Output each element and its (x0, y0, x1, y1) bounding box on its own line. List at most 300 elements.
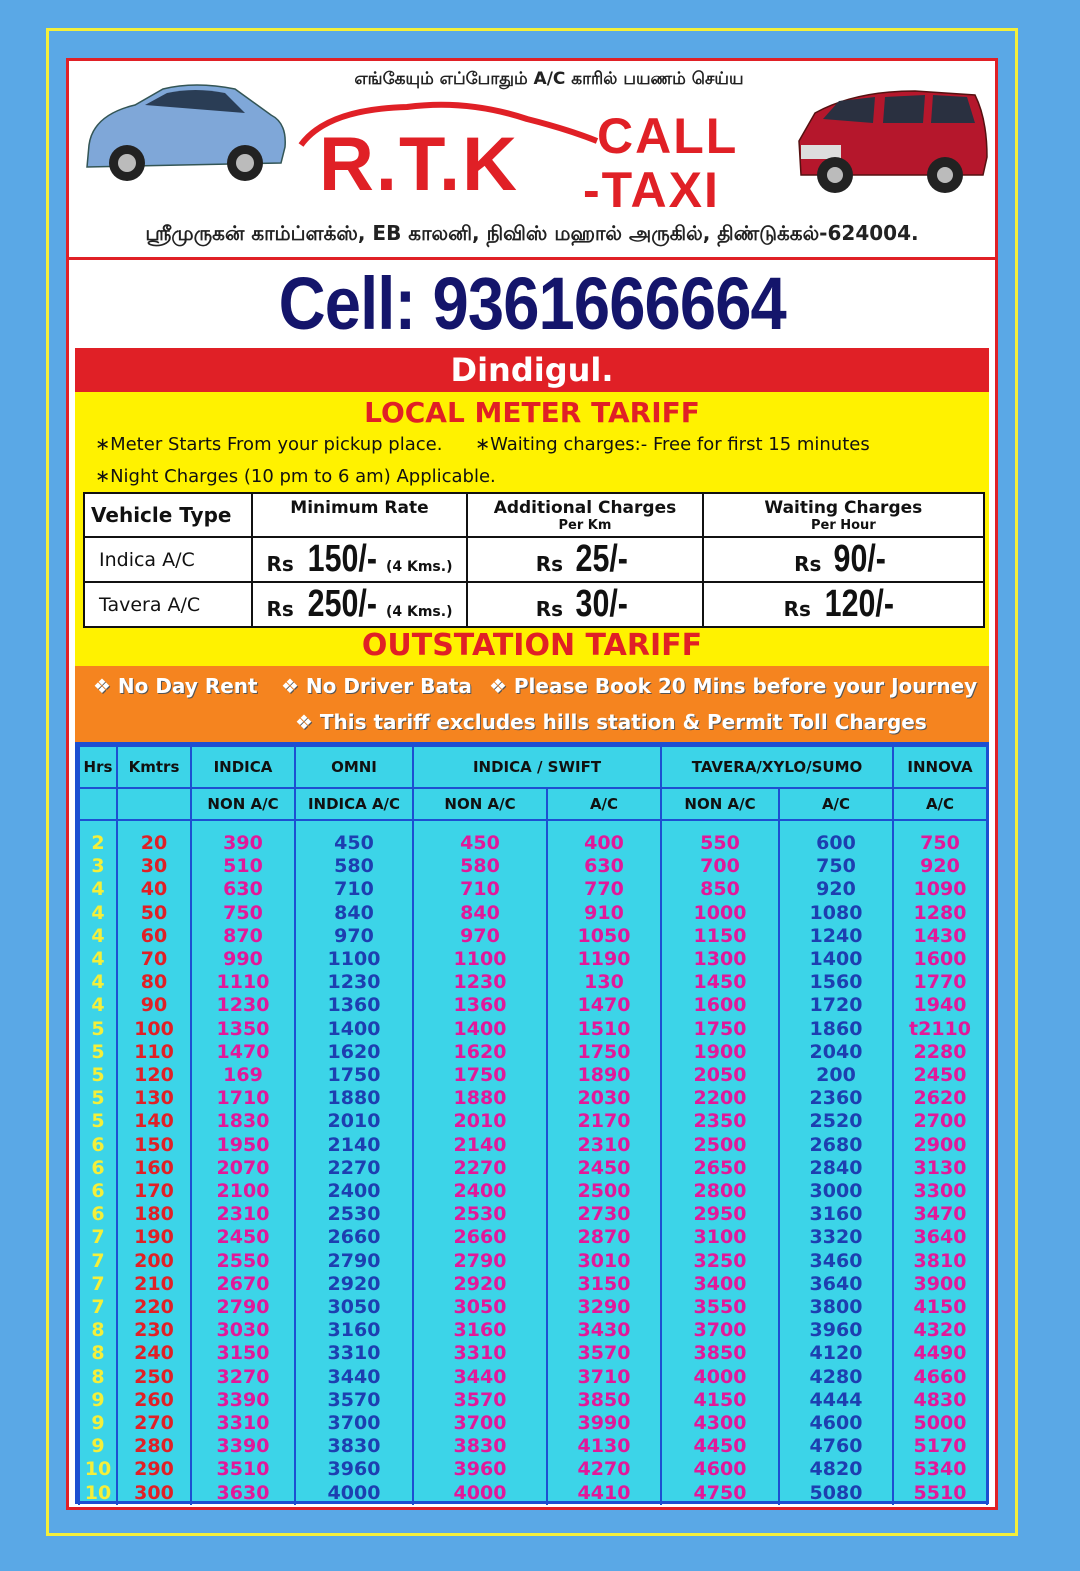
outstation-note: ❖ No Day Rent (93, 674, 258, 698)
omni-cell: 1400 (295, 1018, 413, 1041)
swift-ac-cell: 2170 (547, 1110, 661, 1133)
kms-cell: 220 (117, 1296, 191, 1319)
kms-cell: 90 (117, 994, 191, 1017)
hours-cell: 5 (79, 1110, 117, 1133)
tavera-nonac-cell: 2650 (661, 1157, 779, 1180)
omni-cell: 3050 (295, 1296, 413, 1319)
kms-cell: 20 (117, 832, 191, 855)
indica-nonac-cell: 390 (191, 832, 295, 855)
table-row (79, 832, 987, 855)
indica-nonac-cell: 2450 (191, 1226, 295, 1249)
hours-cell: 6 (79, 1203, 117, 1226)
swift-nonac-cell: 2920 (413, 1273, 547, 1296)
hours-cell: 4 (79, 994, 117, 1017)
innova-ac-cell: 5340 (893, 1458, 987, 1481)
swift-nonac-cell: 450 (413, 832, 547, 855)
tavera-nonac-cell: 4750 (661, 1482, 779, 1505)
omni-cell: 3960 (295, 1458, 413, 1481)
swift-nonac-cell: 1400 (413, 1018, 547, 1041)
table-row (79, 1250, 987, 1273)
tavera-ac-cell: 2520 (779, 1110, 893, 1133)
indica-nonac-cell: 1110 (191, 971, 295, 994)
tavera-nonac-cell: 550 (661, 832, 779, 855)
innova-ac-cell: 4490 (893, 1342, 987, 1365)
innova-ac-cell: 5000 (893, 1412, 987, 1435)
outstation-note: ❖ No Driver Bata (281, 674, 472, 698)
innova-ac-cell: 4830 (893, 1389, 987, 1412)
swift-nonac-cell: 840 (413, 902, 547, 925)
swift-ac-cell: 2730 (547, 1203, 661, 1226)
tavera-nonac-cell: 1000 (661, 902, 779, 925)
tavera-ac-cell: 1860 (779, 1018, 893, 1041)
indica-nonac-cell: 1950 (191, 1134, 295, 1157)
hours-cell: 8 (79, 1366, 117, 1389)
phone-number[interactable]: Cell: 9361666664 (278, 262, 786, 345)
tavera-nonac-cell: 3100 (661, 1226, 779, 1249)
kms-cell: 240 (117, 1342, 191, 1365)
header-kmtrs: Kmtrs (117, 746, 191, 788)
omni-cell: 1750 (295, 1064, 413, 1087)
hours-cell: 9 (79, 1389, 117, 1412)
swift-nonac-cell: 2010 (413, 1110, 547, 1133)
omni-cell: 2790 (295, 1250, 413, 1273)
indica-nonac-cell: 3510 (191, 1458, 295, 1481)
outstation-table-body (79, 820, 987, 1505)
swift-ac-cell: 3990 (547, 1412, 661, 1435)
omni-cell: 1100 (295, 948, 413, 971)
swift-ac-cell: 3430 (547, 1319, 661, 1342)
innova-ac-cell: 3900 (893, 1273, 987, 1296)
table-row (79, 855, 987, 878)
indica-nonac-cell: 630 (191, 878, 295, 901)
innova-ac-cell: 2280 (893, 1041, 987, 1064)
tavera-ac-cell: 4444 (779, 1389, 893, 1412)
header-empty (79, 788, 117, 820)
swift-nonac-cell: 2400 (413, 1180, 547, 1203)
swift-nonac-cell: 2140 (413, 1134, 547, 1157)
table-row (79, 1134, 987, 1157)
tavera-ac-cell: 3000 (779, 1180, 893, 1203)
swift-nonac-cell: 970 (413, 925, 547, 948)
swift-nonac-cell: 3830 (413, 1435, 547, 1458)
omni-cell: 3310 (295, 1342, 413, 1365)
omni-cell: 2530 (295, 1203, 413, 1226)
swift-nonac-cell: 1230 (413, 971, 547, 994)
omni-cell: 4000 (295, 1482, 413, 1505)
swift-nonac-cell: 3050 (413, 1296, 547, 1319)
indica-nonac-cell: 2070 (191, 1157, 295, 1180)
swift-nonac-cell: 2660 (413, 1226, 547, 1249)
swift-ac-cell: 1050 (547, 925, 661, 948)
omni-cell: 2270 (295, 1157, 413, 1180)
outstation-tariff-table (78, 745, 988, 1505)
kms-cell: 160 (117, 1157, 191, 1180)
address: ஸ்ரீமுருகன் காம்ப்ளக்ஸ், EB காலனி, நிவிஸ் மஹால் அருகில், திண்டுக்கல்-624004. (145, 221, 919, 245)
hours-cell: 4 (79, 925, 117, 948)
header-tavera-ac: A/C (779, 788, 893, 820)
indica-nonac-cell: 510 (191, 855, 295, 878)
tavera-nonac-cell: 3700 (661, 1319, 779, 1342)
tavera-nonac-cell: 1450 (661, 971, 779, 994)
innova-ac-cell: 1770 (893, 971, 987, 994)
kms-cell: 210 (117, 1273, 191, 1296)
hours-cell: 2 (79, 832, 117, 855)
table-row (79, 1366, 987, 1389)
hours-cell: 9 (79, 1412, 117, 1435)
waiting-charge: Rs 90/- (703, 537, 984, 582)
kms-cell: 260 (117, 1389, 191, 1412)
header-indica-nonac: NON A/C (191, 788, 295, 820)
hours-cell: 7 (79, 1226, 117, 1249)
tavera-nonac-cell: 4450 (661, 1435, 779, 1458)
header-hrs: Hrs (79, 746, 117, 788)
header (69, 61, 995, 257)
vehicle-name: Indica A/C (84, 537, 252, 582)
indica-nonac-cell: 3390 (191, 1435, 295, 1458)
hours-cell: 4 (79, 878, 117, 901)
waiting-charge: Rs 120/- (703, 582, 984, 627)
header-swift-nonac: NON A/C (413, 788, 547, 820)
vehicle-name: Tavera A/C (84, 582, 252, 627)
innova-ac-cell: 1600 (893, 948, 987, 971)
tavera-ac-cell: 3960 (779, 1319, 893, 1342)
tavera-nonac-cell: 850 (661, 878, 779, 901)
swift-nonac-cell: 580 (413, 855, 547, 878)
swift-ac-cell: 2500 (547, 1180, 661, 1203)
omni-cell: 1360 (295, 994, 413, 1017)
omni-cell: 3830 (295, 1435, 413, 1458)
hours-cell: 3 (79, 855, 117, 878)
table-row (79, 1157, 987, 1180)
header-indica-swift: INDICA / SWIFT (413, 746, 661, 788)
indica-nonac-cell: 1350 (191, 1018, 295, 1041)
indica-nonac-cell: 2310 (191, 1203, 295, 1226)
swift-ac-cell: 1890 (547, 1064, 661, 1087)
omni-cell: 2660 (295, 1226, 413, 1249)
innova-ac-cell: 920 (893, 855, 987, 878)
brand-logo: R.T.K (319, 122, 519, 207)
tavera-ac-cell: 4820 (779, 1458, 893, 1481)
kms-cell: 180 (117, 1203, 191, 1226)
omni-cell: 580 (295, 855, 413, 878)
swift-nonac-cell: 3700 (413, 1412, 547, 1435)
additional-charge: Rs 25/- (467, 537, 702, 582)
header-omni-sub: INDICA A/C (295, 788, 413, 820)
swift-ac-cell: 2030 (547, 1087, 661, 1110)
swift-ac-cell: 4410 (547, 1482, 661, 1505)
table-row (79, 1389, 987, 1412)
kms-cell: 100 (117, 1018, 191, 1041)
hours-cell: 5 (79, 1041, 117, 1064)
tavera-nonac-cell: 2950 (661, 1203, 779, 1226)
tavera-ac-cell: 200 (779, 1064, 893, 1087)
phone-row (69, 260, 995, 348)
outstation-notes (75, 666, 989, 742)
tavera-nonac-cell: 700 (661, 855, 779, 878)
tavera-nonac-cell: 3400 (661, 1273, 779, 1296)
omni-cell: 2920 (295, 1273, 413, 1296)
table-row (79, 971, 987, 994)
tavera-ac-cell: 4760 (779, 1435, 893, 1458)
hours-cell: 7 (79, 1296, 117, 1319)
kms-cell: 280 (117, 1435, 191, 1458)
table-row (79, 1110, 987, 1133)
indica-nonac-cell: 3310 (191, 1412, 295, 1435)
tavera-ac-cell: 1720 (779, 994, 893, 1017)
indica-nonac-cell: 2550 (191, 1250, 295, 1273)
header-innova: INNOVA (893, 746, 987, 788)
tavera-nonac-cell: 1300 (661, 948, 779, 971)
innova-ac-cell: 3810 (893, 1250, 987, 1273)
indica-nonac-cell: 3030 (191, 1319, 295, 1342)
local-tariff-table (83, 492, 985, 628)
indica-nonac-cell: 1470 (191, 1041, 295, 1064)
kms-cell: 140 (117, 1110, 191, 1133)
indica-nonac-cell: 3390 (191, 1389, 295, 1412)
kms-cell: 30 (117, 855, 191, 878)
hours-cell: 6 (79, 1157, 117, 1180)
swift-ac-cell: 4270 (547, 1458, 661, 1481)
table-row (84, 537, 984, 582)
tavera-nonac-cell: 2050 (661, 1064, 779, 1087)
swift-ac-cell: 3150 (547, 1273, 661, 1296)
swift-nonac-cell: 3310 (413, 1342, 547, 1365)
table-row (79, 1041, 987, 1064)
minimum-rate: Rs 150/- (4 Kms.) (252, 537, 468, 582)
omni-cell: 1230 (295, 971, 413, 994)
swift-ac-cell: 3290 (547, 1296, 661, 1319)
hours-cell: 4 (79, 971, 117, 994)
swift-ac-cell: 910 (547, 902, 661, 925)
table-row (79, 1412, 987, 1435)
table-row (79, 925, 987, 948)
innova-ac-cell: 4150 (893, 1296, 987, 1319)
header-omni: OMNI (295, 746, 413, 788)
header-minimum-rate: Minimum Rate (252, 493, 468, 537)
swift-ac-cell: 1510 (547, 1018, 661, 1041)
tavera-nonac-cell: 2500 (661, 1134, 779, 1157)
kms-cell: 110 (117, 1041, 191, 1064)
swift-ac-cell: 400 (547, 832, 661, 855)
indica-nonac-cell: 3150 (191, 1342, 295, 1365)
omni-cell: 3570 (295, 1389, 413, 1412)
hours-cell: 4 (79, 902, 117, 925)
table-row (79, 1458, 987, 1481)
hours-cell: 5 (79, 1087, 117, 1110)
swift-ac-cell: 2450 (547, 1157, 661, 1180)
tavera-nonac-cell: 1150 (661, 925, 779, 948)
local-note: ∗Night Charges (10 pm to 6 am) Applicable. (95, 466, 496, 487)
tavera-nonac-cell: 2200 (661, 1087, 779, 1110)
hours-cell: 6 (79, 1134, 117, 1157)
table-row (79, 1482, 987, 1505)
header-tavera-nonac: NON A/C (661, 788, 779, 820)
kms-cell: 170 (117, 1180, 191, 1203)
innova-ac-cell: 3470 (893, 1203, 987, 1226)
innova-ac-cell: 750 (893, 832, 987, 855)
tavera-nonac-cell: 2800 (661, 1180, 779, 1203)
table-row (79, 1018, 987, 1041)
tavera-nonac-cell: 3550 (661, 1296, 779, 1319)
omni-cell: 3700 (295, 1412, 413, 1435)
omni-cell: 1620 (295, 1041, 413, 1064)
innova-ac-cell: 2700 (893, 1110, 987, 1133)
tavera-nonac-cell: 1600 (661, 994, 779, 1017)
swift-nonac-cell: 4000 (413, 1482, 547, 1505)
innova-ac-cell: 3300 (893, 1180, 987, 1203)
tavera-ac-cell: 3800 (779, 1296, 893, 1319)
tavera-ac-cell: 3320 (779, 1226, 893, 1249)
indica-nonac-cell: 169 (191, 1064, 295, 1087)
indica-nonac-cell: 990 (191, 948, 295, 971)
kms-cell: 60 (117, 925, 191, 948)
tavera-ac-cell: 2040 (779, 1041, 893, 1064)
swift-ac-cell: 4130 (547, 1435, 661, 1458)
tavera-car-image (795, 79, 991, 197)
tavera-nonac-cell: 3850 (661, 1342, 779, 1365)
swift-nonac-cell: 3570 (413, 1389, 547, 1412)
innova-ac-cell: 2620 (893, 1087, 987, 1110)
hours-cell: 9 (79, 1435, 117, 1458)
tavera-ac-cell: 1400 (779, 948, 893, 971)
outstation-note: ❖ This tariff excludes hills station & Permit Toll Charges (295, 710, 927, 734)
kms-cell: 290 (117, 1458, 191, 1481)
minimum-rate: Rs 250/- (4 Kms.) (252, 582, 468, 627)
swift-nonac-cell: 3160 (413, 1319, 547, 1342)
swift-ac-cell: 3850 (547, 1389, 661, 1412)
table-row (79, 878, 987, 901)
tavera-nonac-cell: 4000 (661, 1366, 779, 1389)
omni-cell: 710 (295, 878, 413, 901)
indica-nonac-cell: 2100 (191, 1180, 295, 1203)
omni-cell: 2010 (295, 1110, 413, 1133)
hours-cell: 8 (79, 1319, 117, 1342)
outstation-note: ❖ Please Book 20 Mins before your Journey (489, 674, 978, 698)
indica-nonac-cell: 2790 (191, 1296, 295, 1319)
table-row (79, 1319, 987, 1342)
hours-cell: 5 (79, 1064, 117, 1087)
local-tariff-title: LOCAL METER TARIFF (364, 396, 700, 429)
omni-cell: 3160 (295, 1319, 413, 1342)
tariff-card (66, 58, 998, 1510)
tavera-nonac-cell: 2350 (661, 1110, 779, 1133)
hours-cell: 10 (79, 1482, 117, 1505)
tavera-nonac-cell: 1900 (661, 1041, 779, 1064)
indica-nonac-cell: 1710 (191, 1087, 295, 1110)
swift-nonac-cell: 2270 (413, 1157, 547, 1180)
omni-cell: 1880 (295, 1087, 413, 1110)
hours-cell: 7 (79, 1250, 117, 1273)
outstation-tariff-section (75, 742, 989, 1504)
hours-cell: 10 (79, 1458, 117, 1481)
tavera-nonac-cell: 4600 (661, 1458, 779, 1481)
table-row (79, 948, 987, 971)
tavera-ac-cell: 1240 (779, 925, 893, 948)
swift-ac-cell: 2310 (547, 1134, 661, 1157)
swift-nonac-cell: 1100 (413, 948, 547, 971)
tavera-ac-cell: 5080 (779, 1482, 893, 1505)
innova-ac-cell: 3130 (893, 1157, 987, 1180)
tavera-ac-cell: 4280 (779, 1366, 893, 1389)
kms-cell: 300 (117, 1482, 191, 1505)
swift-nonac-cell: 1750 (413, 1064, 547, 1087)
additional-charge: Rs 30/- (467, 582, 702, 627)
tavera-nonac-cell: 4300 (661, 1412, 779, 1435)
kms-cell: 80 (117, 971, 191, 994)
innova-ac-cell: 5510 (893, 1482, 987, 1505)
kms-cell: 190 (117, 1226, 191, 1249)
local-note: ∗Waiting charges:- Free for first 15 minutes (475, 434, 870, 455)
indica-nonac-cell: 1230 (191, 994, 295, 1017)
swift-nonac-cell: 710 (413, 878, 547, 901)
header-swift-ac: A/C (547, 788, 661, 820)
tavera-nonac-cell: 3250 (661, 1250, 779, 1273)
innova-ac-cell: 1280 (893, 902, 987, 925)
tavera-ac-cell: 1560 (779, 971, 893, 994)
tavera-nonac-cell: 1750 (661, 1018, 779, 1041)
table-row (79, 1273, 987, 1296)
indica-nonac-cell: 3270 (191, 1366, 295, 1389)
tavera-ac-cell: 3460 (779, 1250, 893, 1273)
omni-cell: 2400 (295, 1180, 413, 1203)
swift-ac-cell: 3710 (547, 1366, 661, 1389)
brand-taxi: -TAXI (583, 162, 720, 218)
tamil-tagline: எங்கேயும் எப்போதும் A/C காரில் பயணம் செய்ய (354, 69, 744, 89)
table-row (79, 1296, 987, 1319)
kms-cell: 50 (117, 902, 191, 925)
table-row (79, 1226, 987, 1249)
hours-cell: 7 (79, 1273, 117, 1296)
indica-nonac-cell: 3630 (191, 1482, 295, 1505)
header-innova-ac: A/C (893, 788, 987, 820)
innova-ac-cell: 4320 (893, 1319, 987, 1342)
innova-ac-cell: 5170 (893, 1435, 987, 1458)
omni-cell: 3440 (295, 1366, 413, 1389)
swift-ac-cell: 630 (547, 855, 661, 878)
table-row (79, 902, 987, 925)
tavera-ac-cell: 2360 (779, 1087, 893, 1110)
omni-cell: 2140 (295, 1134, 413, 1157)
swift-ac-cell: 2870 (547, 1226, 661, 1249)
indica-nonac-cell: 2670 (191, 1273, 295, 1296)
indica-car-image (75, 75, 291, 191)
swift-ac-cell: 770 (547, 878, 661, 901)
tavera-ac-cell: 4600 (779, 1412, 893, 1435)
tavera-ac-cell: 3160 (779, 1203, 893, 1226)
header-empty (117, 788, 191, 820)
header-additional-charges: Additional Charges Per Km (467, 493, 702, 537)
hours-cell: 6 (79, 1180, 117, 1203)
swift-ac-cell: 3010 (547, 1250, 661, 1273)
innova-ac-cell: t2110 (893, 1018, 987, 1041)
swift-ac-cell: 1750 (547, 1041, 661, 1064)
hours-cell: 4 (79, 948, 117, 971)
header-waiting-charges: Waiting Charges Per Hour (703, 493, 984, 537)
kms-cell: 250 (117, 1366, 191, 1389)
kms-cell: 130 (117, 1087, 191, 1110)
table-row (79, 1180, 987, 1203)
brand-call: CALL (597, 108, 739, 164)
innova-ac-cell: 1430 (893, 925, 987, 948)
omni-cell: 840 (295, 902, 413, 925)
innova-ac-cell: 1940 (893, 994, 987, 1017)
header-indica: INDICA (191, 746, 295, 788)
innova-ac-cell: 4660 (893, 1366, 987, 1389)
innova-ac-cell: 3640 (893, 1226, 987, 1249)
swift-nonac-cell: 2790 (413, 1250, 547, 1273)
tavera-ac-cell: 750 (779, 855, 893, 878)
omni-cell: 970 (295, 925, 413, 948)
